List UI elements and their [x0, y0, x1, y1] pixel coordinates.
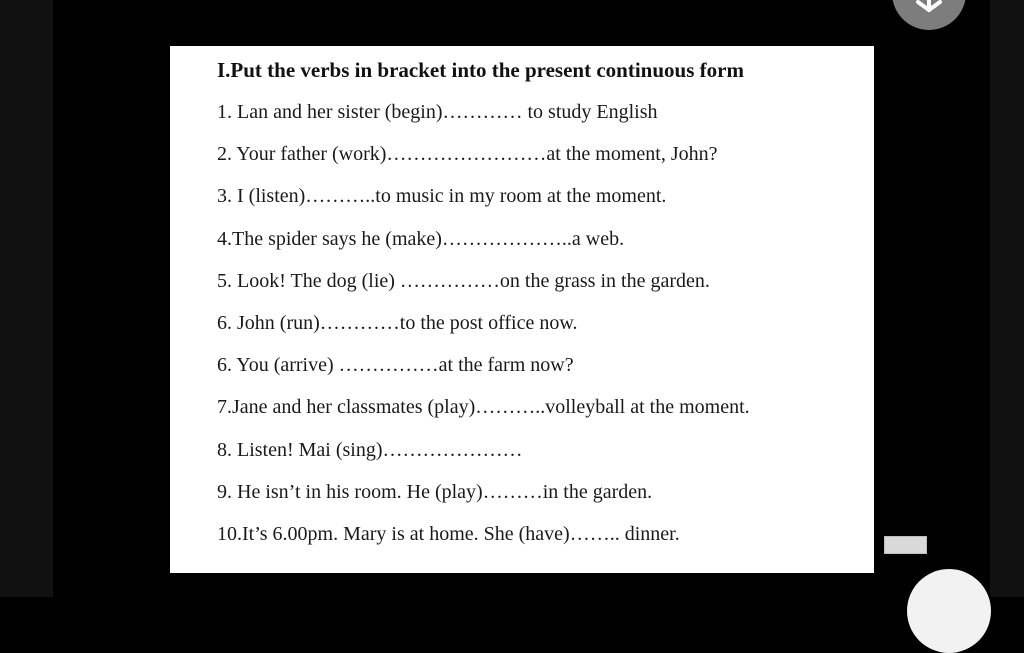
- exercise-item: 9. He isn’t in his room. He (play)………in the garden.: [217, 480, 653, 503]
- pin-button[interactable]: [892, 0, 966, 30]
- exercise-item: 1. Lan and her sister (begin)………… to study English: [217, 101, 658, 123]
- exercise-item: 7.Jane and her classmates (play)………..volleyball at the moment.: [217, 396, 750, 419]
- pin-icon: [914, 0, 944, 18]
- exercise-item: 10.It’s 6.00pm. Mary is at home. She (have)…….. dinner.: [217, 522, 680, 545]
- bottom-action-button[interactable]: [907, 569, 991, 653]
- exercise-item: 4.The spider says he (make)………………..a web.: [217, 227, 625, 250]
- exercise-item: 3. I (listen)………..to music in my room at the moment.: [217, 185, 667, 208]
- watermark-badge: [884, 536, 927, 554]
- exercise-title: I.Put the verbs in bracket into the present continuous form: [217, 58, 744, 82]
- exercise-item: 2. Your father (work)……………………at the moment, John?: [217, 143, 718, 166]
- right-dark-margin: [990, 0, 1024, 597]
- left-dark-margin: [0, 0, 53, 597]
- exercise-item: 6. You (arrive) ……………at the farm now?: [217, 354, 574, 377]
- exercise-list: [217, 99, 750, 563]
- worksheet-page: [170, 46, 874, 573]
- exercise-item: 6. John (run)…………to the post office now.: [217, 311, 578, 334]
- exercise-item: 8. Listen! Mai (sing)…………………: [217, 438, 523, 461]
- exercise-item: 5. Look! The dog (lie) ……………on the grass in the garden.: [217, 269, 710, 292]
